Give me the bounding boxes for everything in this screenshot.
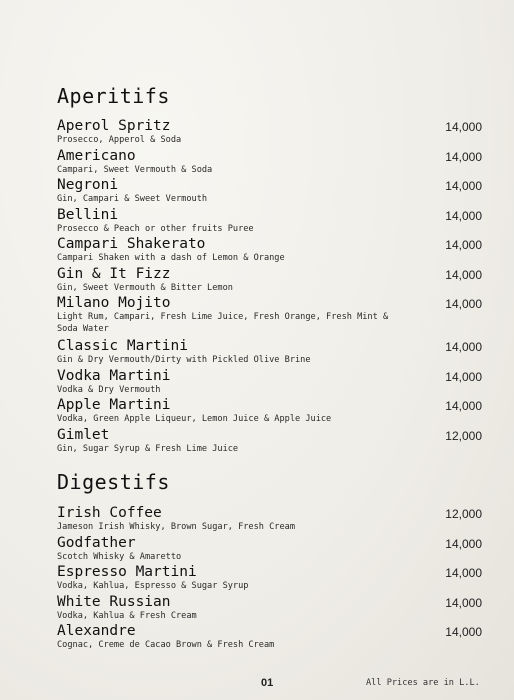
menu-item xyxy=(57,177,482,207)
item-description: Cognac, Creme de Cacao Brown & Fresh Cream xyxy=(57,640,275,650)
menu-item xyxy=(57,505,482,535)
item-price: 14,000 xyxy=(445,536,482,551)
item-description: Gin, Sweet Vermouth & Bitter Lemon xyxy=(57,282,233,293)
item-price: 14,000 xyxy=(445,369,482,384)
item-description: Prosecco & Peach or other fruits Puree xyxy=(57,223,254,234)
item-price: 14,000 xyxy=(445,625,482,639)
item-name: Gin & It Fizz xyxy=(57,265,171,282)
menu-item xyxy=(57,295,482,338)
menu-item xyxy=(57,338,482,368)
menu-item xyxy=(57,564,482,594)
item-price: 14,000 xyxy=(445,238,482,252)
item-price: 14,000 xyxy=(445,595,482,610)
menu-item xyxy=(57,368,482,398)
menu-item xyxy=(57,594,482,624)
item-name: Americano xyxy=(57,147,136,164)
item-description: Scotch Whisky & Amaretto xyxy=(57,551,182,562)
item-price: 12,000 xyxy=(445,428,482,443)
section-title-aperitifs: Aperitifs xyxy=(57,84,170,108)
section-title-digestifs: Digestifs xyxy=(57,470,170,494)
item-price: 14,000 xyxy=(445,267,482,282)
item-price: 14,000 xyxy=(445,120,482,134)
item-description: Vodka, Kahlua, Espresso & Sugar Syrup xyxy=(57,581,249,591)
item-description: Gin, Campari & Sweet Vermouth xyxy=(57,194,208,204)
item-description: Vodka, Kahlua & Fresh Cream xyxy=(57,610,197,621)
item-name: Godfather xyxy=(57,534,136,551)
item-description: Gin & Dry Vermouth/Dirty with Pickled Olive Brine xyxy=(57,355,311,365)
menu-item xyxy=(57,207,482,237)
item-description: Prosecco, Apperol & Soda xyxy=(57,135,182,145)
item-name: Irish Coffee xyxy=(57,505,162,521)
item-price: 14,000 xyxy=(445,399,482,413)
item-name: Negroni xyxy=(57,177,119,193)
item-name: Classic Martini xyxy=(57,338,188,354)
menu-item xyxy=(57,148,482,178)
menu-item xyxy=(57,118,482,148)
item-name: Apple Martini xyxy=(57,397,171,413)
item-description: Campari, Sweet Vermouth & Soda xyxy=(57,164,213,175)
item-name: Milano Mojito xyxy=(57,295,171,311)
menu-item xyxy=(57,397,482,427)
menu-item xyxy=(57,266,482,296)
item-name: Bellini xyxy=(57,206,119,223)
digestifs-list xyxy=(57,505,482,653)
item-price: 14,000 xyxy=(445,149,482,164)
item-name: Alexandre xyxy=(57,623,136,639)
item-price: 14,000 xyxy=(445,340,482,354)
item-description: Campari Shaken with a dash of Lemon & Orange xyxy=(57,253,285,263)
aperitifs-list xyxy=(57,118,482,456)
item-name: Gimlet xyxy=(57,426,110,443)
item-price: 14,000 xyxy=(445,566,482,580)
item-description: Light Rum, Campari, Fresh Lime Juice, Fresh Orange, Fresh Mint & Soda Water xyxy=(57,312,389,334)
item-name: Campari Shakerato xyxy=(57,236,206,252)
item-description: Vodka & Dry Vermouth xyxy=(57,384,161,395)
menu-item xyxy=(57,535,482,565)
menu-item xyxy=(57,427,482,457)
item-name: Espresso Martini xyxy=(57,564,197,580)
item-name: Aperol Spritz xyxy=(57,118,171,134)
item-name: Vodka Martini xyxy=(57,367,171,384)
item-description: Gin, Sugar Syrup & Fresh Lime Juice xyxy=(57,443,239,454)
item-price: 14,000 xyxy=(445,297,482,311)
page-number: 01 xyxy=(261,677,274,689)
item-description: Jameson Irish Whisky, Brown Sugar, Fresh Cream xyxy=(57,522,295,532)
item-name: White Russian xyxy=(57,593,171,610)
item-price: 14,000 xyxy=(445,208,482,223)
item-price: 14,000 xyxy=(445,179,482,193)
item-price: 12,000 xyxy=(445,507,482,521)
menu-item xyxy=(57,236,482,266)
item-description: Vodka, Green Apple Liqueur, Lemon Juice & Apple Juice xyxy=(57,414,332,424)
menu-item xyxy=(57,623,482,653)
price-currency-note: All Prices are in L.L. xyxy=(366,678,480,688)
